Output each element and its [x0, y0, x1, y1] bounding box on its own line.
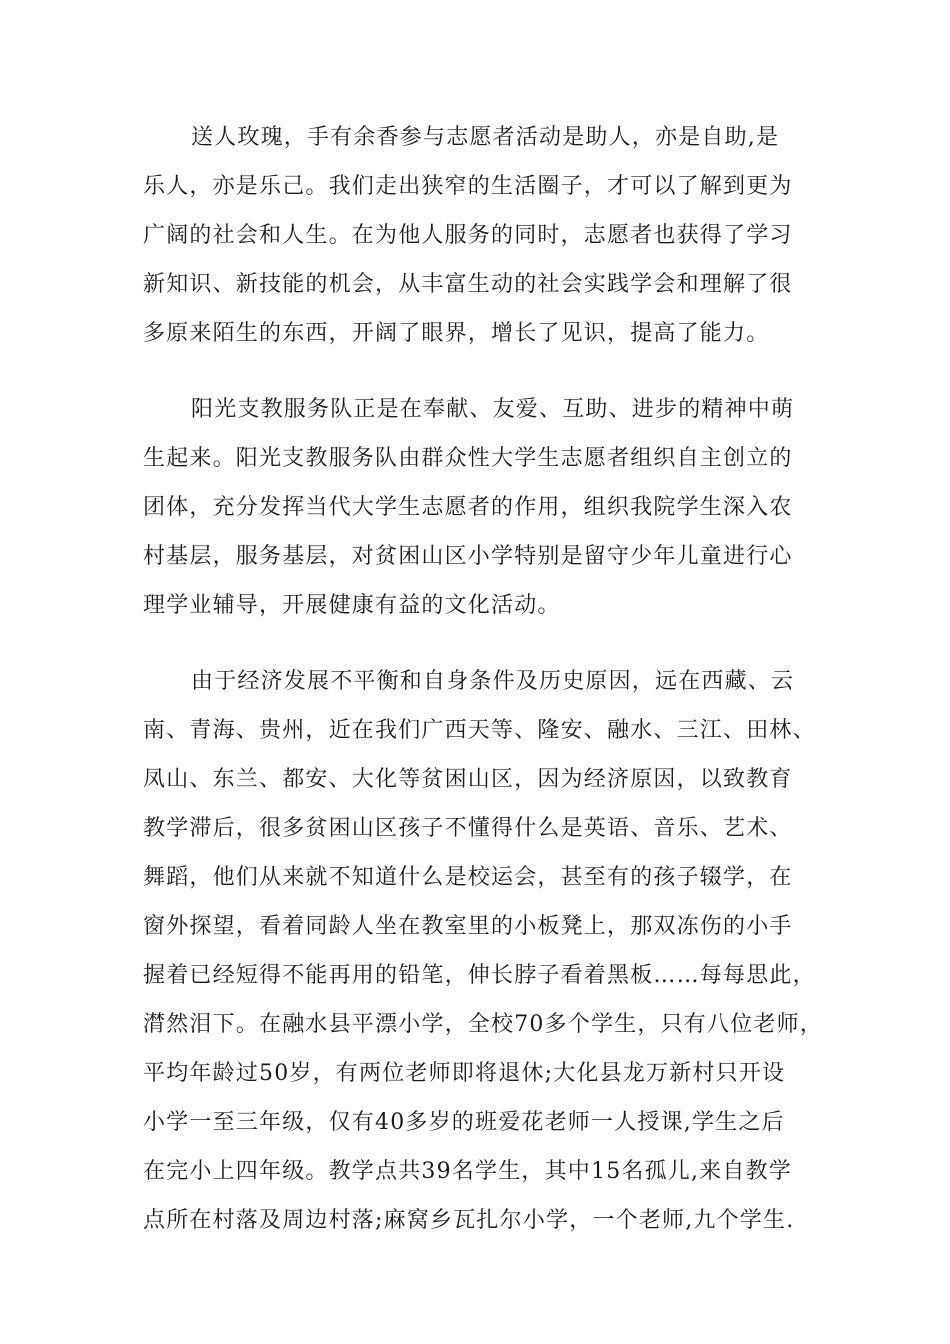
- text-line: 团体，充分发挥当代大学生志愿者的作用，组织我院学生深入农: [143, 495, 793, 520]
- text-line: 窗外探望，看着同龄人坐在教室里的小板凳上，那双冻伤的小手: [143, 914, 793, 939]
- text-line: 教学滞后，很多贫困山区孩子不懂得什么是英语、音乐、艺术、: [143, 816, 793, 841]
- text-line: 小学一至三年级，仅有40多岁的班爱花老师一人授课,学生之后: [143, 1110, 785, 1135]
- text-line: 乐人，亦是乐己。我们走出狭窄的生活圈子，才可以了解到更为: [143, 174, 793, 199]
- text-line: 新知识、新技能的机会，从丰富生动的社会实践学会和理解了很: [143, 272, 793, 297]
- text-line: 理学业辅导，开展健康有益的文化活动。: [143, 593, 561, 618]
- text-line: 潸然泪下。在融水县平漂小学，全校70多个学生，只有八位老师，: [143, 1012, 823, 1037]
- text-line: 村基层，服务基层，对贫困山区小学特别是留守少年儿童进行心: [143, 544, 793, 569]
- text-line: 握着已经短得不能再用的铅笔，伸长脖子看着黑板……每每思此，: [143, 963, 816, 988]
- paragraph-volunteer-benefits: [143, 113, 823, 358]
- text-line: 点所在村落及周边村落;麻窝乡瓦扎尔小学，一个老师,九个学生.: [143, 1208, 795, 1233]
- text-line: 生起来。阳光支教服务队由群众性大学生志愿者组织自主创立的: [143, 446, 793, 471]
- text-line: 多原来陌生的东西，开阔了眼界，增长了见识，提高了能力。: [143, 321, 770, 346]
- paragraph-sunshine-team: [143, 385, 823, 630]
- text-line: 在完小上四年级。教学点共39名学生，其中15名孤儿,来自教学: [143, 1159, 792, 1184]
- text-line: 阳光支教服务队正是在奉献、友爱、互助、进步的精神中萌: [191, 397, 795, 422]
- text-line: 舞蹈，他们从来就不知道什么是校运会，甚至有的孩子辍学，在: [143, 865, 793, 890]
- text-line: 凤山、东兰、都安、大化等贫困山区，因为经济原因，以致教育: [143, 767, 793, 792]
- text-line: 由于经济发展不平衡和自身条件及历史原因，远在西藏、云: [191, 669, 795, 694]
- text-line: 南、青海、贵州，近在我们广西天等、隆安、融水、三江、田林、: [143, 718, 816, 743]
- text-line: 平均年龄过50岁，有两位老师即将退休;大化县龙万新村只开设: [143, 1061, 786, 1086]
- text-line: 广阔的社会和人生。在为他人服务的同时，志愿者也获得了学习: [143, 223, 793, 248]
- text-line: 送人玫瑰，手有余香参与志愿者活动是助人，亦是自助,是: [191, 125, 780, 150]
- paragraph-poverty-areas: [143, 657, 823, 1245]
